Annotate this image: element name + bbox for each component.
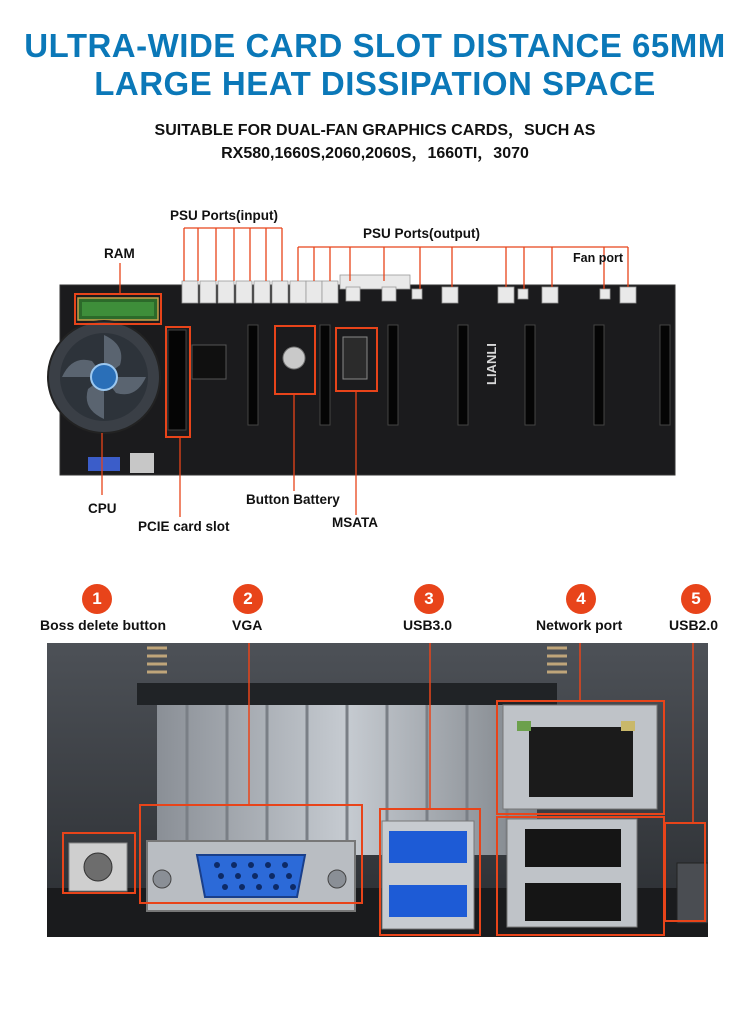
psu-input-label: PSU Ports(input) <box>170 208 278 223</box>
callout-1-label: Boss delete button <box>40 617 167 633</box>
pcie-slot-label: PCIE card slot <box>138 519 230 534</box>
callout-3-badge: 3 <box>414 584 444 614</box>
button-battery-label: Button Battery <box>246 492 340 507</box>
callout-2-badge: 2 <box>233 584 263 614</box>
fan-port-label: Fan port <box>573 251 623 265</box>
callout-3-label: USB3.0 <box>403 617 453 633</box>
subtitle-line-1: SUITABLE FOR DUAL-FAN GRAPHICS CARDS，SUCH AS <box>154 122 596 139</box>
ram-label: RAM <box>104 246 135 261</box>
callout-1-badge: 1 <box>82 584 112 614</box>
callout-5-badge: 5 <box>681 584 711 614</box>
board-brand: LIANLI <box>484 343 499 385</box>
subtitle-line-2: RX580,1660S,2060,2060S，1660TI，3070 <box>221 145 529 162</box>
callout-5-label: USB2.0 <box>669 617 719 633</box>
headline-line-1: ULTRA-WIDE CARD SLOT DISTANCE 65MM <box>24 27 726 64</box>
psu-output-label: PSU Ports(output) <box>363 226 480 241</box>
callout-4-badge: 4 <box>566 584 596 614</box>
headline-line-2: LARGE HEAT DISSIPATION SPACE <box>94 65 656 102</box>
io-panel-photo <box>47 643 708 937</box>
cpu-label: CPU <box>88 501 117 516</box>
callout-2-label: VGA <box>232 617 263 633</box>
callout-4-label: Network port <box>536 617 623 633</box>
msata-label: MSATA <box>332 515 378 530</box>
